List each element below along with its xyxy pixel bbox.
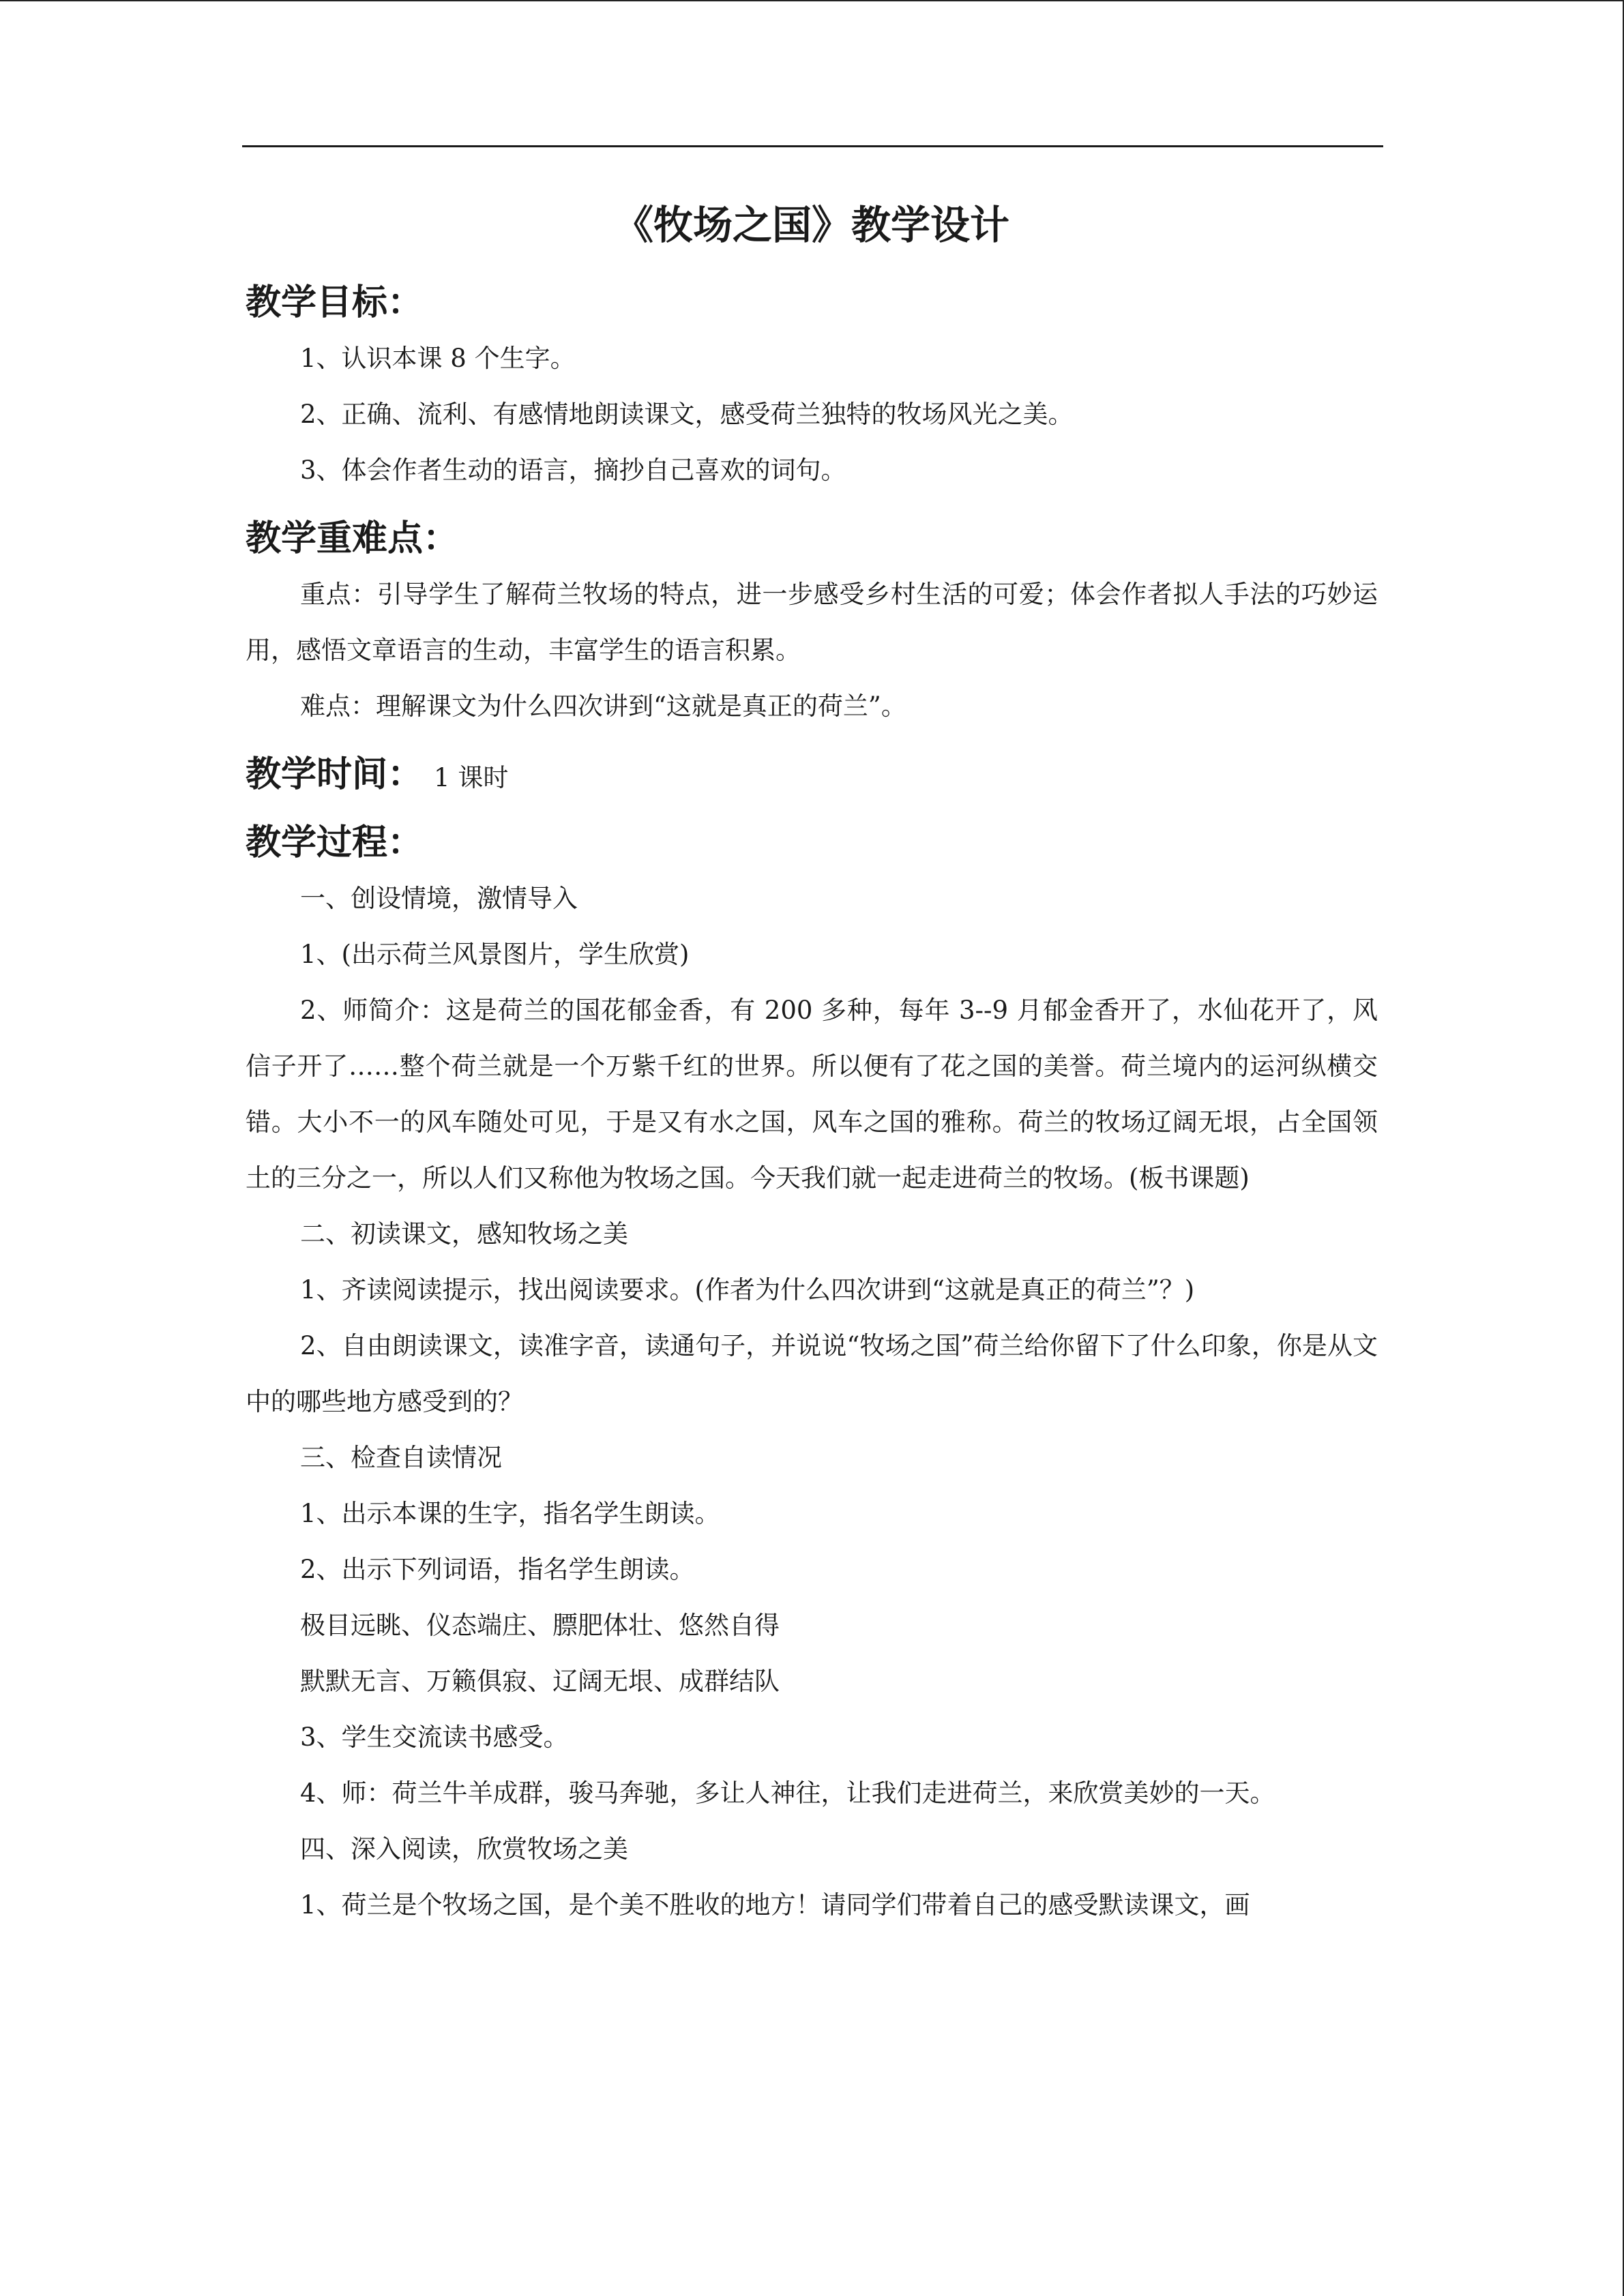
process-section-title: 一、创设情境，激情导入 bbox=[300, 884, 578, 913]
key-points-heading: 教学重难点： bbox=[246, 518, 459, 559]
process-section-title: 四、深入阅读，欣赏牧场之美 bbox=[300, 1834, 628, 1864]
objective-item: 3、体会作者生动的语言，摘抄自己喜欢的词句。 bbox=[300, 456, 846, 485]
process-paragraph: 1、齐读阅读提示，找出阅读要求。(作者为什么四次讲到“这就是真正的荷兰”？) bbox=[300, 1275, 1195, 1304]
process-paragraph: 2、自由朗读课文，读准字音，读通句子，并说说“牧场之国”荷兰给你留下了什么印象，你是从文中的哪些地方感受到的？ bbox=[246, 1331, 1378, 1416]
vocabulary-line: 极目远眺、仪态端庄、膘肥体壮、悠然自得 bbox=[300, 1611, 780, 1640]
objective-item: 1、认识本课 8 个生字。 bbox=[300, 344, 576, 373]
process-section-title: 二、初读课文，感知牧场之美 bbox=[300, 1219, 628, 1249]
objective-item: 2、正确、流利、有感情地朗读课文，感受荷兰独特的牧场风光之美。 bbox=[300, 400, 1074, 429]
process-paragraph: 4、师：荷兰牛羊成群，骏马奔驰，多让人神往，让我们走进荷兰，来欣赏美妙的一天。 bbox=[300, 1778, 1275, 1808]
document-title: 《牧场之国》教学设计 bbox=[613, 202, 1009, 248]
process-section-title: 三、检查自读情况 bbox=[300, 1443, 502, 1472]
process-paragraph: 3、学生交流读书感受。 bbox=[300, 1723, 569, 1752]
vocabulary-line: 默默无言、万籁俱寂、辽阔无垠、成群结队 bbox=[300, 1667, 780, 1696]
process-paragraph: 1、荷兰是个牧场之国，是个美不胜收的地方！请同学们带着自己的感受默读课文，画 bbox=[300, 1890, 1250, 1920]
difficulty-paragraph: 难点：理解课文为什么四次讲到“这就是真正的荷兰”。 bbox=[300, 691, 906, 721]
process-heading: 教学过程： bbox=[246, 822, 424, 863]
header-rule bbox=[242, 145, 1383, 147]
process-paragraph: 2、出示下列词语，指名学生朗读。 bbox=[300, 1555, 695, 1584]
focus-paragraph: 重点：引导学生了解荷兰牧场的特点，进一步感受乡村生活的可爱；体会作者拟人手法的巧妙运用，感悟文章语言的生动，丰富学生的语言积累。 bbox=[246, 580, 1378, 665]
time-heading-label: 教学时间： bbox=[246, 754, 424, 795]
process-paragraph: 1、(出示荷兰风景图片，学生欣赏) bbox=[300, 940, 690, 969]
objectives-heading: 教学目标： bbox=[246, 282, 424, 323]
time-heading bbox=[246, 747, 1378, 803]
process-paragraph: 1、出示本课的生字，指名学生朗读。 bbox=[300, 1499, 720, 1528]
document-page bbox=[246, 188, 1378, 1933]
time-value: 1 课时 bbox=[434, 763, 509, 792]
process-paragraph: 2、师简介：这是荷兰的国花郁金香，有 200 多种，每年 3--9 月郁金香开了，水仙花开了，风信子开了……整个荷兰就是一个万紫千红的世界。所以便有了花之国的美誉。荷兰境内的运河纵横交错。大小不一的风车随处可见，于是又有水之国，风车之国的雅称。荷兰的牧场辽阔无垠，占全国领土的三分之一，所以人们又称他为牧场之国。今天我们就一起走进荷兰的牧场。(板书课题) bbox=[246, 996, 1378, 1193]
